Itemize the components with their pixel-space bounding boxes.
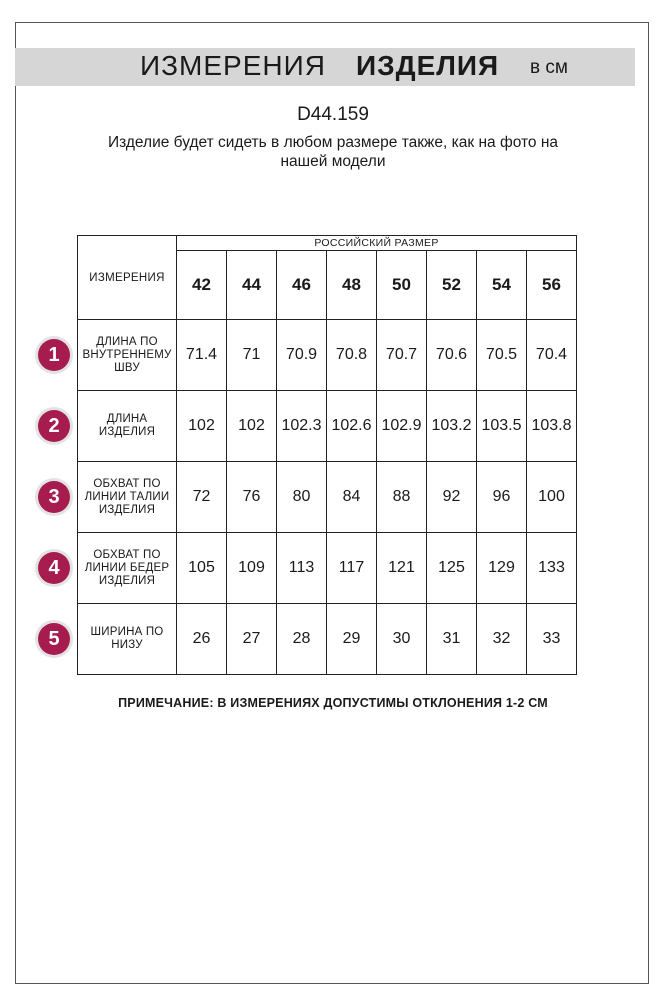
size-header-cell: 54	[477, 251, 527, 320]
value-cell: 88	[377, 462, 427, 533]
footnote: ПРИМЕЧАНИЕ: В ИЗМЕРЕНИЯХ ДОПУСТИМЫ ОТКЛОНЕНИЯ 1-2 СМ	[118, 696, 548, 710]
value-cell: 32	[477, 604, 527, 675]
value-cell: 103.2	[427, 391, 477, 462]
size-table	[77, 235, 577, 675]
size-header-cell: 46	[277, 251, 327, 320]
size-header-cell: 42	[177, 251, 227, 320]
value-cell: 102	[227, 391, 277, 462]
value-cell: 71	[227, 320, 277, 391]
size-group-header: РОССИЙСКИЙ РАЗМЕР	[177, 236, 577, 251]
value-cell: 121	[377, 533, 427, 604]
value-cell: 72	[177, 462, 227, 533]
value-cell: 84	[327, 462, 377, 533]
title-unit: в см	[530, 57, 568, 78]
measurement-row	[78, 533, 577, 604]
value-cell: 29	[327, 604, 377, 675]
value-cell: 103.5	[477, 391, 527, 462]
value-cell: 125	[427, 533, 477, 604]
size-header-cell: 50	[377, 251, 427, 320]
value-cell: 30	[377, 604, 427, 675]
size-header-cell: 56	[527, 251, 577, 320]
value-cell: 102	[177, 391, 227, 462]
size-header-cell: 44	[227, 251, 277, 320]
value-cell: 26	[177, 604, 227, 675]
title-measurements: ИЗМЕРЕНИЯ	[140, 50, 326, 81]
measure-header: ИЗМЕРЕНИЯ	[78, 236, 177, 320]
value-cell: 71.4	[177, 320, 227, 391]
measurement-row	[78, 462, 577, 533]
value-cell: 109	[227, 533, 277, 604]
value-cell: 103.8	[527, 391, 577, 462]
value-cell: 102.6	[327, 391, 377, 462]
value-cell: 70.6	[427, 320, 477, 391]
measurement-label: ШИРИНА ПО НИЗУ	[78, 604, 177, 675]
value-cell: 76	[227, 462, 277, 533]
article-number: D44.159	[297, 104, 369, 125]
value-cell: 113	[277, 533, 327, 604]
measurement-label: ДЛИНА ПО ВНУТРЕННЕМУ ШВУ	[78, 320, 177, 391]
value-cell: 80	[277, 462, 327, 533]
value-cell: 70.4	[527, 320, 577, 391]
measurement-label: ОБХВАТ ПО ЛИНИИ БЕДЕР ИЗДЕЛИЯ	[78, 533, 177, 604]
measurement-row	[78, 320, 577, 391]
value-cell: 70.8	[327, 320, 377, 391]
row-number-badge: 2	[38, 410, 70, 442]
row-number-badge: 4	[38, 552, 70, 584]
value-cell: 70.5	[477, 320, 527, 391]
value-cell: 92	[427, 462, 477, 533]
value-cell: 70.9	[277, 320, 327, 391]
value-cell: 129	[477, 533, 527, 604]
value-cell: 28	[277, 604, 327, 675]
value-cell: 105	[177, 533, 227, 604]
measurement-row	[78, 604, 577, 675]
title-banner	[15, 48, 635, 86]
value-cell: 70.7	[377, 320, 427, 391]
size-header-cell: 52	[427, 251, 477, 320]
fit-note: Изделие будет сидеть в любом размере также, как на фото на нашей модели	[107, 134, 559, 170]
value-cell: 117	[327, 533, 377, 604]
value-cell: 27	[227, 604, 277, 675]
value-cell: 133	[527, 533, 577, 604]
row-number-badge: 3	[38, 481, 70, 513]
title-product: ИЗДЕЛИЯ	[356, 50, 500, 81]
measurement-label: ОБХВАТ ПО ЛИНИИ ТАЛИИ ИЗДЕЛИЯ	[78, 462, 177, 533]
row-number-badge: 5	[38, 623, 70, 655]
value-cell: 31	[427, 604, 477, 675]
size-header-cell: 48	[327, 251, 377, 320]
value-cell: 100	[527, 462, 577, 533]
value-cell: 96	[477, 462, 527, 533]
measurement-label: ДЛИНА ИЗДЕЛИЯ	[78, 391, 177, 462]
value-cell: 33	[527, 604, 577, 675]
row-number-badge: 1	[38, 339, 70, 371]
header-row	[78, 236, 577, 251]
value-cell: 102.9	[377, 391, 427, 462]
measurement-row	[78, 391, 577, 462]
value-cell: 102.3	[277, 391, 327, 462]
